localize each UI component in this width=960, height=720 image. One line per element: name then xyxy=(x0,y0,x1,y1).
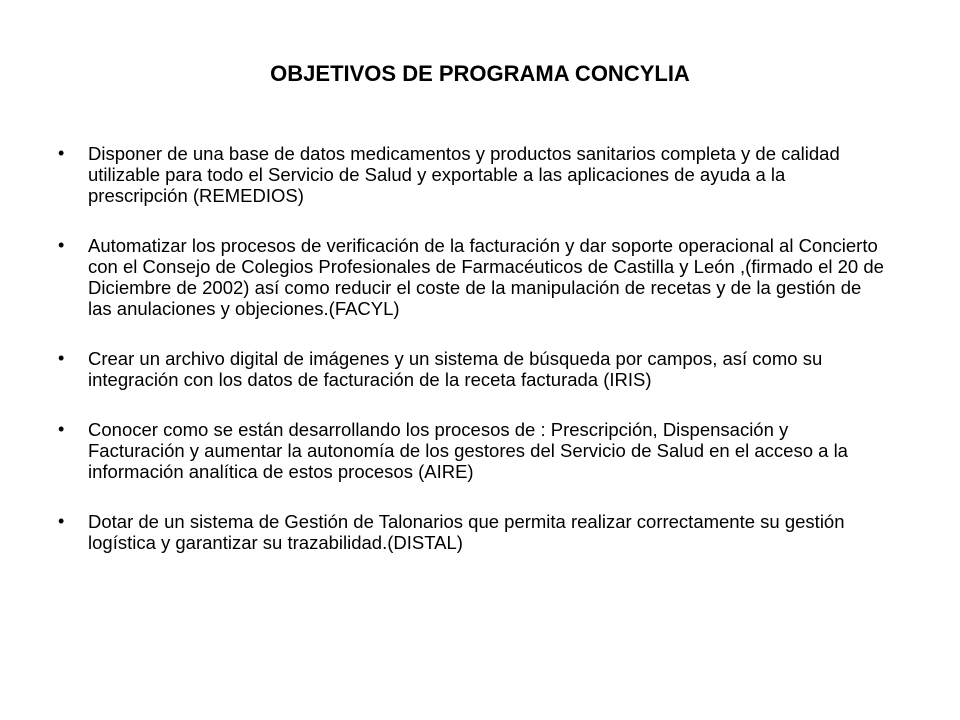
bullet-text: Crear un archivo digital de imágenes y un sistema de búsqueda por campos, así como su integración con los datos de facturación de la receta facturada (IRIS) xyxy=(88,348,823,390)
bullet-list xyxy=(58,143,888,582)
bullet-text: Automatizar los procesos de verificación de la facturación y dar soporte operacional al Concierto con el Consejo de Colegios Profesionales de Farmacéuticos de Castilla y León ,(firmado el 20 de Diciembre de 2002) así como reducir el coste de la manipulación de recetas y de la gestión de las anulaciones y objeciones.(FACYL) xyxy=(88,235,884,319)
bullet-item-iris xyxy=(58,348,888,390)
bullet-icon: • xyxy=(58,235,65,255)
bullet-item-aire xyxy=(58,419,888,482)
bullet-icon: • xyxy=(58,511,65,531)
bullet-item-remedios xyxy=(58,143,888,206)
bullet-item-facyl xyxy=(58,235,888,319)
bullet-item-distal xyxy=(58,511,888,553)
bullet-text: Disponer de una base de datos medicamentos y productos sanitarios completa y de calidad utilizable para todo el Servicio de Salud y exportable a las aplicaciones de ayuda a la prescripción (REMEDIOS) xyxy=(88,143,840,206)
bullet-icon: • xyxy=(58,143,65,163)
bullet-text: Dotar de un sistema de Gestión de Talonarios que permita realizar correctamente su gestión logística y garantizar su trazabilidad.(DISTAL) xyxy=(88,511,845,553)
slide-title: OBJETIVOS DE PROGRAMA CONCYLIA xyxy=(270,61,690,86)
bullet-icon: • xyxy=(58,348,65,368)
bullet-icon: • xyxy=(58,419,65,439)
bullet-text: Conocer como se están desarrollando los procesos de : Prescripción, Dispensación y Facturación y aumentar la autonomía de los gestores del Servicio de Salud en el acceso a la información analítica de estos procesos (AIRE) xyxy=(88,419,848,482)
